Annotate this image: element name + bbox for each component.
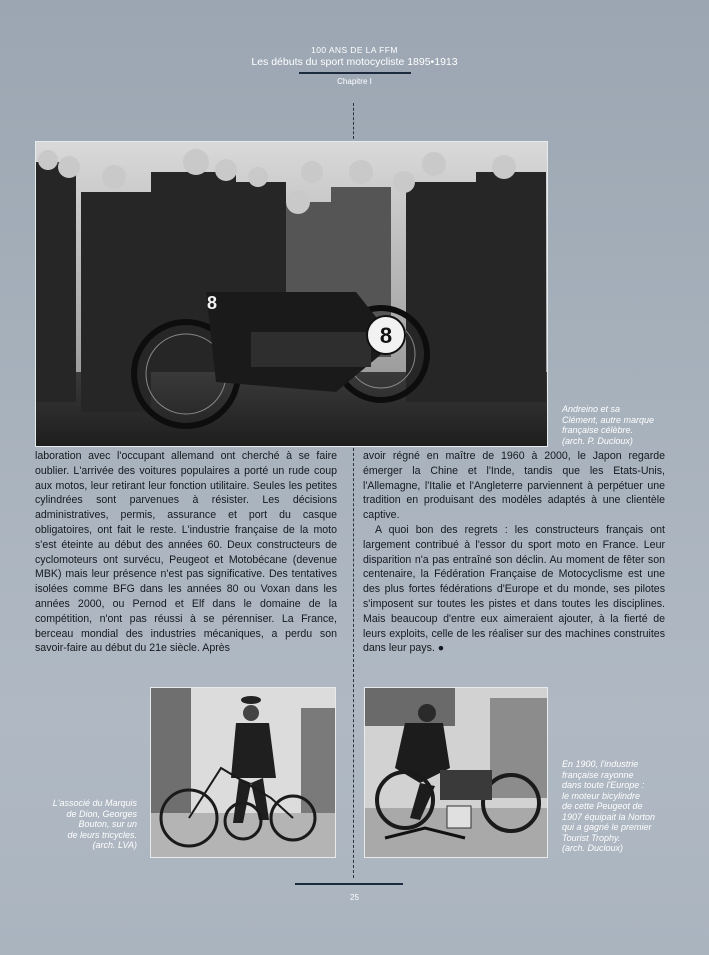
tricycle-photo (150, 687, 336, 858)
norton-photo-caption: En 1900, l'industrie française rayonne dans toute l'Europe : le moteur bicylindre de cette Peugeot de 1907 équipait la Norton qui a gagné le premier Tourist Trophy. (arch. Ducloux) (562, 759, 656, 853)
chapter-label: Chapitre I (337, 77, 372, 86)
article-paragraph: laboration avec l'occupant allemand ont cherché à se faire oublier. L'arrivée des voitures populaires a porté un rude coup aux motos, leur retirant leur fonction utilitaire. Seules les petites cylindrées sont parvenues à résister. Les décisions administratives, permis, assurance et port du casque obligatoires, ont fait le reste. L'industrie française de la moto s'est éteinte au début des années 60. Deux constructeurs de cyclomoteurs ont survécu, Peugeot et Motobécane (devenue MBK) mais leur présence n'est pas significative. Des tentatives isolées comme BFG dans les années 80 ou Voxan dans les années 2000, ou Pernod et Elf dans le domaine de la compétition, n'ont pas réussi à se pérenniser. La France, berceau mondial des industries mécaniques, a perdu son savoir-faire au début du 21e siècle. Après (35, 450, 337, 655)
main-photo (35, 141, 548, 447)
main-photo-image (36, 142, 547, 446)
series-title: 100 ANS DE LA FFM (311, 45, 398, 55)
center-divider-bottom (353, 448, 354, 878)
main-photo-caption: Andreino et sa Clément, autre marque française célèbre. (arch. P. Ducloux) (562, 404, 655, 446)
page-header (0, 45, 709, 88)
article-paragraph: A quoi bon des regrets : les constructeurs français ont largement contribué à l'essor du sport moto en France. Leur disparition n'a pas entraîné son déclin. Au moment de fêter son centenaire, la Fédération Française de Motocyclisme est une des plus fortes fédérations d'Europe et du monde, ses pilotes s'imposent sur toutes les pistes et dans toutes les disciplines. Mais beaucoup d'entre eux aimeraient ajouter, à la fierté de leurs exploits, celle de les réaliser sur des machines construites dans leur pays. ● (363, 523, 665, 655)
number-plate-rear: 8 (379, 323, 393, 348)
article-column-left (35, 449, 337, 656)
norton-photo-image (365, 688, 547, 857)
page-number: 25 (350, 893, 359, 902)
header-rule (299, 72, 411, 74)
number-plate-front: 8 (206, 293, 218, 313)
footer-rule (295, 883, 403, 885)
article-paragraph: avoir régné en maître de 1960 à 2000, le Japon regarde émerger la Chine et l'Inde, tandis que les Etats-Unis, l'Allemagne, l'Italie et l'Angleterre parviennent à perpétuer une tradition en produisant des modèles adaptés à une clientèle captive. (363, 450, 665, 522)
center-divider-top (353, 103, 354, 139)
tricycle-photo-caption: L'associé du Marquis de Dion, Georges Bouton, sur un de leurs tricycles. (arch. LVA) (52, 798, 137, 850)
norton-photo (364, 687, 548, 858)
series-subtitle: Les débuts du sport motocycliste 1895•1913 (251, 56, 458, 68)
tricycle-photo-image (151, 688, 335, 857)
article-column-right (363, 449, 665, 656)
